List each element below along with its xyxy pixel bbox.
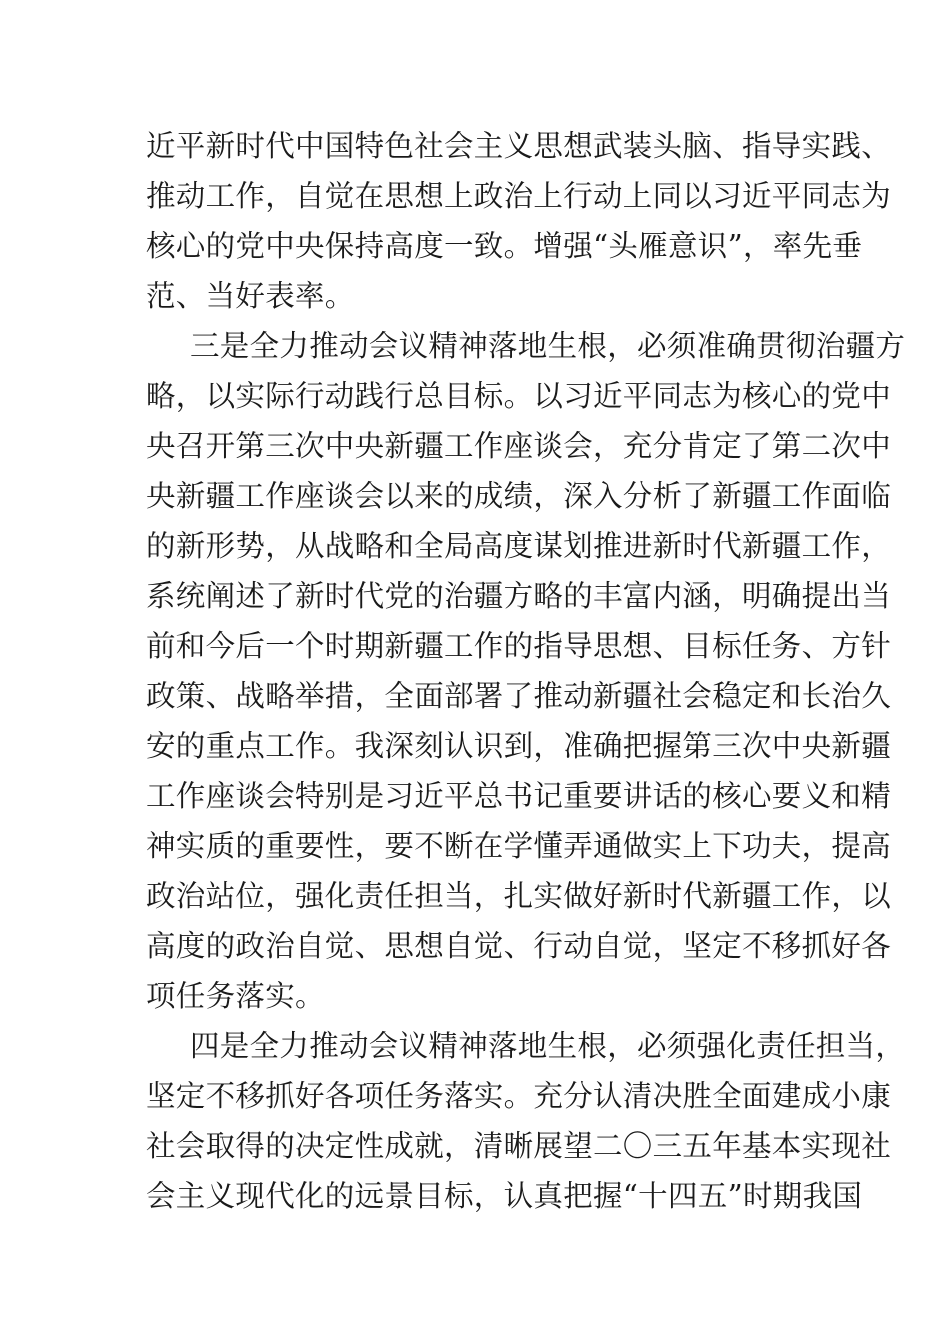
- document-body: [146, 121, 906, 1221]
- text-line: 工作座谈会特别是习近平总书记重要讲话的核心要义和精: [146, 779, 892, 813]
- text-line: 安的重点工作。我深刻认识到，准确把握第三次中央新疆: [146, 729, 892, 763]
- text-line: 前和今后一个时期新疆工作的指导思想、目标任务、方针: [146, 629, 892, 663]
- text-line: 央新疆工作座谈会以来的成绩，深入分析了新疆工作面临: [146, 479, 892, 513]
- paragraph-start-line: 四是全力推动会议精神落地生根，必须强化责任担当，: [190, 1029, 906, 1063]
- paragraph-start-line: 三是全力推动会议精神落地生根，必须准确贯彻治疆方: [190, 329, 906, 363]
- text-line: 神实质的重要性，要不断在学懂弄通做实上下功夫，提高: [146, 829, 892, 863]
- text-line: 核心的党中央保持高度一致。增强“头雁意识”，率先垂: [146, 229, 863, 263]
- text-line: 政策、战略举措，全面部署了推动新疆社会稳定和长治久: [146, 679, 892, 713]
- text-line: 范、当好表率。: [146, 279, 355, 313]
- text-line: 央召开第三次中央新疆工作座谈会，充分肯定了第二次中: [146, 429, 892, 463]
- text-line: 高度的政治自觉、思想自觉、行动自觉，坚定不移抓好各: [146, 929, 892, 963]
- text-line: 近平新时代中国特色社会主义思想武装头脑、指导实践、: [146, 129, 892, 163]
- text-line: 政治站位，强化责任担当，扎实做好新时代新疆工作，以: [146, 879, 892, 913]
- text-line: 会主义现代化的远景目标，认真把握“十四五”时期我国: [146, 1179, 863, 1213]
- text-line: 系统阐述了新时代党的治疆方略的丰富内涵，明确提出当: [146, 579, 892, 613]
- text-line: 项任务落实。: [146, 979, 325, 1013]
- text-line: 坚定不移抓好各项任务落实。充分认清决胜全面建成小康: [146, 1079, 892, 1113]
- text-line: 推动工作，自觉在思想上政治上行动上同以习近平同志为: [146, 179, 892, 213]
- text-line: 的新形势，从战略和全局高度谋划推进新时代新疆工作，: [146, 529, 892, 563]
- text-line: 社会取得的决定性成就，清晰展望二〇三五年基本实现社: [146, 1129, 892, 1163]
- text-line: 略，以实际行动践行总目标。以习近平同志为核心的党中: [146, 379, 892, 413]
